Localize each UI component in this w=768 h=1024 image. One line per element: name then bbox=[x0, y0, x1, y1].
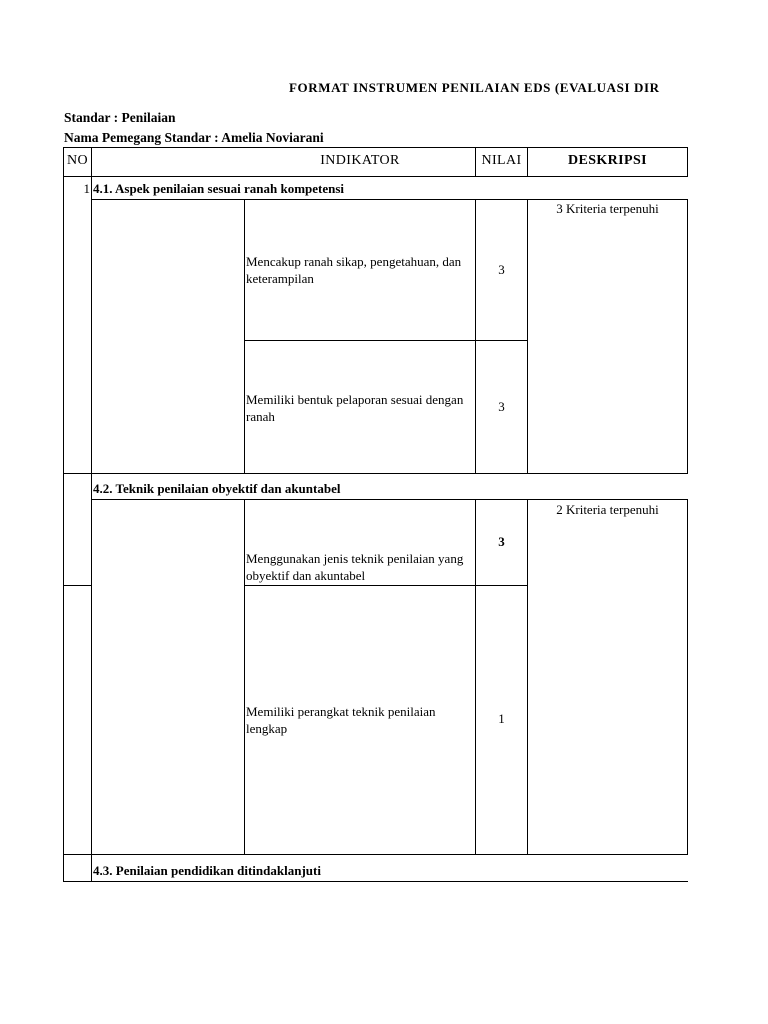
standard-holder-label: Nama Pemegang Standar : Amelia Noviarani bbox=[64, 130, 324, 145]
table-rule bbox=[527, 199, 528, 474]
indicator-score: 3 bbox=[498, 262, 505, 277]
table-rule bbox=[244, 199, 245, 474]
table-rule bbox=[244, 340, 528, 341]
indicator-score: 1 bbox=[498, 711, 505, 726]
row-number: 1 bbox=[83, 181, 90, 196]
section-description: 3 Kriteria terpenuhi bbox=[556, 201, 659, 216]
table-rule bbox=[527, 499, 528, 855]
indicator-score: 3 bbox=[498, 534, 505, 549]
table-rule bbox=[475, 499, 476, 855]
table-rule bbox=[91, 199, 688, 200]
table-rule bbox=[63, 881, 688, 882]
header-deskripsi: DESKRIPSI bbox=[567, 153, 648, 168]
indicator-text: Mencakup ranah sikap, pengetahuan, dan keterampilan bbox=[246, 254, 462, 286]
table-rule bbox=[91, 147, 92, 882]
table-rule bbox=[244, 585, 528, 586]
indicator-text: Menggunakan jenis teknik penilaian yang obyektif dan akuntabel bbox=[246, 551, 464, 583]
section-title: 4.2. Teknik penilaian obyektif dan akuntabel bbox=[93, 481, 341, 496]
table-rule bbox=[63, 147, 688, 148]
section-title: 4.1. Aspek penilaian sesuai ranah kompetensi bbox=[93, 181, 345, 196]
indicator-text: Memiliki bentuk pelaporan sesuai dengan ranah bbox=[246, 392, 464, 424]
indicator-score: 3 bbox=[498, 399, 505, 414]
document-title: FORMAT INSTRUMEN PENILAIAN EDS (EVALUASI DIR bbox=[289, 80, 660, 95]
section-title: 4.3. Penilaian pendidikan ditindaklanjuti bbox=[93, 863, 321, 878]
table-rule bbox=[63, 147, 64, 882]
header-indikator: INDIKATOR bbox=[320, 153, 400, 168]
table-rule bbox=[244, 499, 245, 855]
table-rule bbox=[63, 854, 688, 855]
header-nilai: NILAI bbox=[481, 153, 522, 168]
table-rule bbox=[475, 199, 476, 474]
table-rule bbox=[63, 585, 91, 586]
table-rule bbox=[687, 199, 688, 474]
table-rule bbox=[687, 499, 688, 855]
standar-label: Standar : Penilaian bbox=[64, 110, 176, 125]
table-rule bbox=[63, 473, 688, 474]
table-rule bbox=[91, 499, 688, 500]
header-no: NO bbox=[66, 153, 89, 168]
table-rule bbox=[63, 176, 688, 177]
section-description: 2 Kriteria terpenuhi bbox=[556, 502, 659, 517]
indicator-text: Memiliki perangkat teknik penilaian lengkap bbox=[246, 704, 436, 736]
